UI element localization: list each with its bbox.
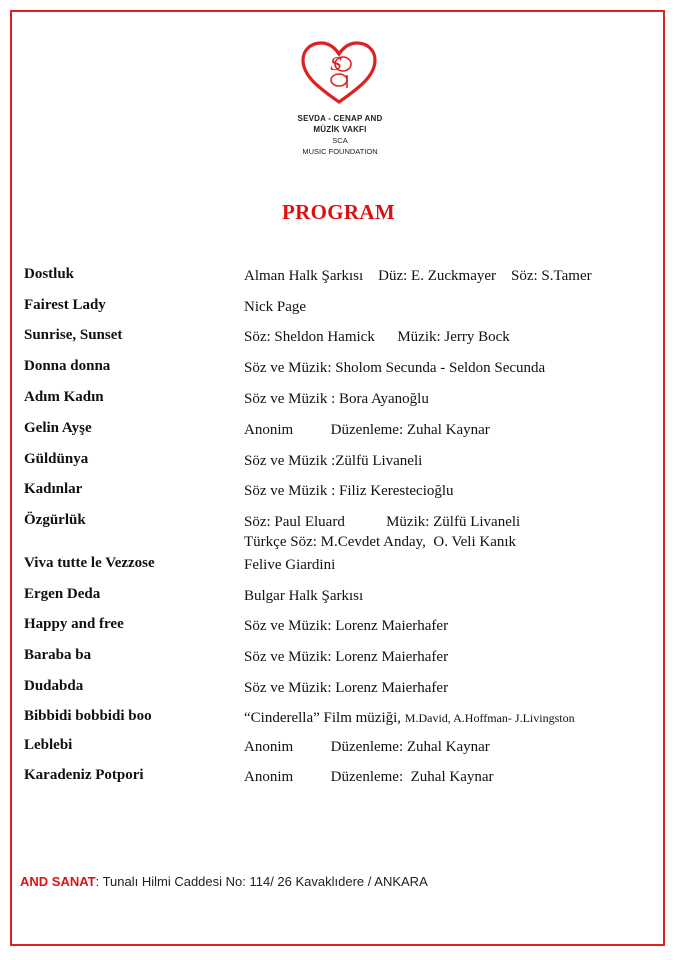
foundation-line-2: MÜZİK VAKFI — [313, 125, 367, 134]
piece-title: Fairest Lady — [24, 297, 106, 313]
piece-credits: Anonim Düzenleme: Zuhal Kaynar — [244, 769, 494, 785]
piece-title: Kadınlar — [24, 481, 83, 497]
footer-label: AND SANAT — [20, 874, 96, 889]
piece-credits: Bulgar Halk Şarkısı — [244, 588, 364, 604]
piece-credits: Anonim Düzenleme: Zuhal Kaynar — [244, 422, 490, 438]
piece-credits: Söz ve Müzik :Zülfü Livaneli — [244, 453, 423, 469]
footer-address — [20, 874, 428, 889]
piece-credits: Anonim Düzenleme: Zuhal Kaynar — [244, 739, 490, 755]
piece-title: Sunrise, Sunset — [24, 327, 123, 343]
piece-title: Dudabda — [24, 678, 84, 694]
piece-title: Güldünya — [24, 451, 89, 467]
svg-text:S: S — [330, 54, 343, 75]
foundation-name — [260, 113, 420, 157]
piece-credits: Söz ve Müzik: Lorenz Maierhafer — [244, 649, 449, 665]
heart-logo-icon — [299, 40, 379, 106]
piece-credits: Söz ve Müzik : Filiz Kerestecioğlu — [244, 483, 454, 499]
piece-title: Özgürlük — [24, 512, 86, 528]
piece-credits: Nick Page — [244, 299, 307, 315]
piece-title: Baraba ba — [24, 647, 92, 663]
piece-title: Karadeniz Potpori — [24, 767, 144, 783]
piece-title: Gelin Ayşe — [24, 420, 92, 436]
footer-address-text: : Tunalı Hilmi Caddesi No: 114/ 26 Kavaklıdere / ANKARA — [95, 874, 428, 889]
piece-credits: Söz ve Müzik: Sholom Secunda - Seldon Secunda — [244, 360, 546, 376]
piece-title: Adım Kadın — [24, 389, 104, 405]
foundation-line-3: SCA — [332, 136, 348, 145]
piece-credits: Söz: Sheldon Hamick Müzik: Jerry Bock — [244, 329, 510, 345]
piece-title: Bibbidi bobbidi boo — [24, 708, 152, 724]
piece-credits: “Cinderella” Film müziği, M.David, A.Hoffman- J.Livingston — [244, 710, 575, 726]
piece-title: Donna donna — [24, 358, 111, 374]
piece-credits: Felive Giardini — [244, 557, 336, 573]
foundation-line-1: SEVDA - CENAP AND — [297, 114, 383, 123]
piece-credits: Söz ve Müzik : Bora Ayanoğlu — [244, 391, 429, 407]
piece-title: Ergen Deda — [24, 586, 101, 602]
piece-credits: Söz ve Müzik: Lorenz Maierhafer — [244, 618, 449, 634]
page-title: PROGRAM — [282, 200, 395, 224]
piece-title: Dostluk — [24, 266, 75, 282]
piece-credits: Söz: Paul Eluard Müzik: Zülfü Livaneli Türkçe Söz: M.Cevdet Anday, O. Veli Kanık — [244, 514, 521, 550]
piece-title: Viva tutte le Vezzose — [24, 555, 155, 571]
piece-credits: Söz ve Müzik: Lorenz Maierhafer — [244, 680, 449, 696]
foundation-line-4: MUSIC FOUNDATION — [302, 147, 378, 156]
piece-title: Happy and free — [24, 616, 124, 632]
piece-credits: Alman Halk Şarkısı Düz: E. Zuckmayer Söz: S.Tamer — [244, 268, 592, 284]
piece-title: Leblebi — [24, 737, 73, 753]
